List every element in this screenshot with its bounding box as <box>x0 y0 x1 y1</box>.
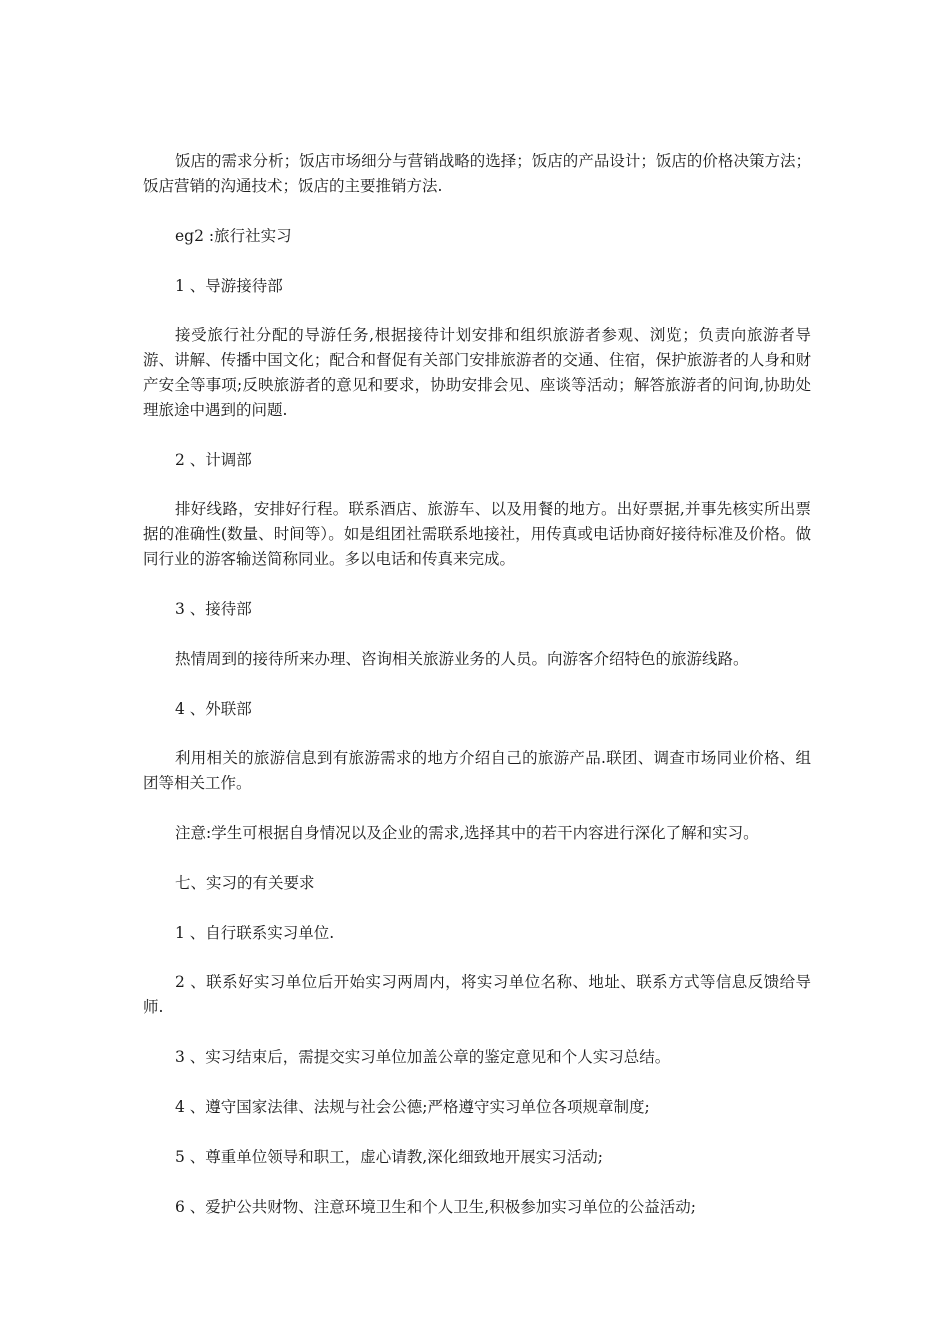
heading-external-liaison-dept: 4 、外联部 <box>175 700 252 718</box>
paragraph-hotel-marketing: 饭店的需求分析；饭店市场细分与营销战略的选择；饭店的产品设计；饭店的价格决策方法；饭店营销的沟通技术；饭店的主要推销方法. <box>143 152 811 195</box>
requirement-item-3: 3 、实习结束后，需提交实习单位加盖公章的鉴定意见和个人实习总结。 <box>175 1048 671 1066</box>
paragraph-reception-duties: 热情周到的接待所来办理、咨询相关旅游业务的人员。向游客介绍特色的旅游线路。 <box>175 650 749 668</box>
paragraph-note: 注意:学生可根据自身情况以及企业的需求,选择其中的若干内容进行深化了解和实习。 <box>175 824 759 842</box>
requirement-item-1: 1 、自行联系实习单位. <box>175 924 335 942</box>
heading-reception-dept: 3 、接待部 <box>175 600 252 618</box>
heading-tour-guide-dept: 1 、导游接待部 <box>175 277 283 295</box>
heading-planning-dept: 2 、计调部 <box>175 451 252 469</box>
paragraph-planning-duties: 排好线路，安排好行程。联系酒店、旅游车、以及用餐的地方。出好票据,并事先核实所出票据的准确性(数量、时间等）。如是组团社需联系地接社，用传真或电话协商好接待标准及价格。做同行业的游客输送简称同业。多以电话和传真来完成。 <box>143 500 811 568</box>
requirement-item-2: 2 、联系好实习单位后开始实习两周内，将实习单位名称、地址、联系方式等信息反馈给导师. <box>143 973 811 1016</box>
requirement-item-4: 4 、遵守国家法律、法规与社会公德;严格遵守实习单位各项规章制度; <box>175 1098 650 1116</box>
paragraph-external-liaison-duties: 利用相关的旅游信息到有旅游需求的地方介绍自己的旅游产品.联团、调查市场同业价格、组团等相关工作。 <box>143 749 811 792</box>
heading-eg2-travel-agency: eg2 :旅行社实习 <box>175 227 292 245</box>
heading-internship-requirements: 七、实习的有关要求 <box>175 874 315 892</box>
paragraph-tour-guide-duties: 接受旅行社分配的导游任务,根据接待计划安排和组织旅游者参观、浏览；负责向旅游者导游、讲解、传播中国文化；配合和督促有关部门安排旅游者的交通、住宿，保护旅游者的人身和财产安全等事项;反映旅游者的意见和要求，协助安排会见、座谈等活动；解答旅游者的问询,协助处理旅途中遇到的问题. <box>143 326 811 419</box>
requirement-item-5: 5 、尊重单位领导和职工，虚心请教,深化细致地开展实习活动; <box>175 1148 603 1166</box>
requirement-item-6: 6 、爱护公共财物、注意环境卫生和个人卫生,积极参加实习单位的公益活动; <box>175 1198 696 1216</box>
